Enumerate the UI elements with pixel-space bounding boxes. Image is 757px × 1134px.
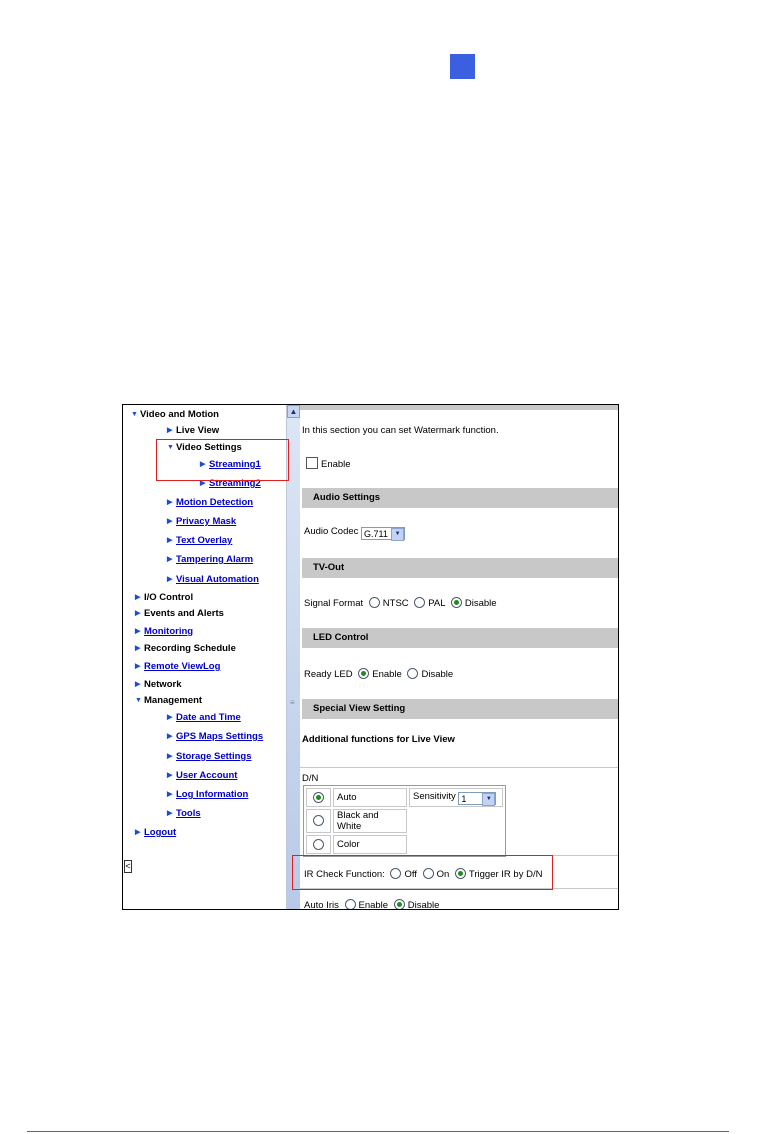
collapsed-arrow-icon: ▶ (167, 576, 173, 583)
auto-iris-label: Auto Iris (304, 900, 339, 909)
auto-iris-enable-label: Enable (358, 900, 389, 909)
ready-led-label: Ready LED (304, 669, 353, 680)
sidebar-item-user-account[interactable]: ▶ User Account (167, 770, 238, 781)
sidebar-item-tools[interactable]: ▶ Tools (167, 808, 201, 819)
collapsed-arrow-icon: ▶ (135, 681, 141, 688)
sensitivity-select[interactable] (458, 792, 496, 805)
watermark-intro-text: In this section you can set Watermark function. (302, 425, 499, 436)
sidebar-item-streaming2[interactable]: ▶ Streaming2 (200, 478, 261, 489)
sidebar-item-network[interactable]: ▶ Network (135, 679, 182, 690)
dn-auto-label: Auto (333, 788, 407, 807)
collapsed-arrow-icon: ▶ (135, 645, 141, 652)
sensitivity-label: Sensitivity (413, 790, 456, 802)
collapsed-arrow-icon: ▶ (167, 772, 173, 779)
collapsed-arrow-icon: ▶ (135, 829, 141, 836)
ir-on-label: On (436, 869, 450, 880)
sidebar-item-tampering-alarm[interactable]: ▶ Tampering Alarm (167, 554, 254, 565)
sidebar-item-monitoring[interactable]: ▶ Monitoring (135, 626, 194, 637)
collapsed-arrow-icon: ▶ (167, 499, 173, 506)
led-enable-label: Enable (372, 669, 402, 680)
sidebar-item-text-overlay[interactable]: ▶ Text Overlay (167, 535, 233, 546)
settings-panel (300, 405, 618, 909)
collapsed-arrow-icon: ▶ (167, 556, 173, 563)
browser-frame (122, 404, 619, 910)
collapsed-arrow-icon: ▶ (167, 714, 173, 721)
signal-ntsc-radio[interactable] (369, 597, 380, 608)
sidebar-item-logout[interactable]: ▶ Logout (135, 827, 177, 838)
signal-disable-label: Disable (464, 598, 497, 609)
ir-check-label: IR Check Function: (304, 869, 385, 880)
signal-pal-radio[interactable] (414, 597, 425, 608)
led-disable-radio[interactable] (407, 668, 418, 679)
empty-cell (409, 809, 503, 833)
collapsed-arrow-icon: ▶ (200, 480, 206, 487)
watermark-enable-label: Enable (321, 459, 351, 470)
expanded-arrow-icon: ▼ (135, 697, 142, 704)
dn-row-black-white (306, 809, 503, 833)
watermark-enable-row (306, 457, 351, 470)
page-bottom-rule (27, 1131, 729, 1132)
chevron-down-icon: ▼ (482, 793, 495, 806)
sidebar-item-date-and-time[interactable]: ▶ Date and Time (167, 712, 241, 723)
dn-row-color (306, 835, 503, 854)
collapsed-arrow-icon: ▶ (167, 810, 173, 817)
scroll-grip-icon[interactable]: ≡ (290, 698, 295, 707)
tv-out-header: TV-Out (302, 558, 618, 578)
signal-ntsc-label: NTSC (382, 598, 409, 609)
signal-pal-label: PAL (428, 598, 446, 609)
auto-iris-row (304, 899, 439, 909)
ready-led-row (304, 668, 453, 680)
watermark-enable-checkbox[interactable] (306, 457, 318, 469)
ir-off-label: Off (404, 869, 417, 880)
dn-row-auto (306, 788, 503, 807)
audio-codec-row (304, 526, 405, 540)
sidebar-item-live-view[interactable]: ▶ Live View (167, 425, 220, 436)
auto-iris-disable-label: Disable (407, 900, 440, 909)
sensitivity-value: 1 (461, 793, 467, 804)
dn-color-radio-cell (306, 835, 331, 854)
sidebar-item-log-information[interactable]: ▶ Log Information (167, 789, 249, 800)
audio-codec-select[interactable] (361, 527, 405, 540)
chevron-down-icon: ▼ (391, 528, 404, 541)
dn-color-radio[interactable] (313, 839, 324, 850)
collapse-sidebar-button[interactable]: < (125, 861, 131, 871)
collapsed-arrow-icon: ▶ (200, 461, 206, 468)
dn-auto-radio[interactable] (313, 792, 324, 803)
led-control-header: LED Control (302, 628, 618, 648)
dn-color-label: Color (333, 835, 407, 854)
collapsed-arrow-icon: ▶ (167, 733, 173, 740)
sidebar-item-events-and-alerts[interactable]: ▶ Events and Alerts (135, 608, 224, 619)
empty-cell (409, 835, 503, 854)
sidebar-item-visual-automation[interactable]: ▶ Visual Automation (167, 574, 259, 585)
sidebar-item-motion-detection[interactable]: ▶ Motion Detection (167, 497, 254, 508)
sidebar-item-recording-schedule[interactable]: ▶ Recording Schedule (135, 643, 236, 654)
collapsed-arrow-icon: ▶ (167, 753, 173, 760)
audio-codec-value: G.711 (364, 529, 388, 539)
sidebar-item-video-settings[interactable]: ▼ Video Settings (167, 442, 242, 453)
collapsed-arrow-icon: ▶ (167, 791, 173, 798)
page-marker-square (450, 54, 475, 79)
collapsed-arrow-icon: ▶ (167, 537, 173, 544)
sidebar-item-storage-settings[interactable]: ▶ Storage Settings (167, 751, 252, 762)
collapsed-arrow-icon: ▶ (135, 628, 141, 635)
divider (300, 767, 618, 768)
signal-disable-radio[interactable] (451, 597, 462, 608)
audio-settings-header: Audio Settings (302, 488, 618, 508)
collapsed-arrow-icon: ▶ (167, 518, 173, 525)
dn-black-white-radio[interactable] (313, 815, 324, 826)
scroll-up-icon[interactable]: ▲ (287, 405, 300, 418)
sidebar-item-io-control[interactable]: ▶ I/O Control (135, 592, 194, 603)
collapsed-arrow-icon: ▶ (167, 427, 173, 434)
ir-trigger-label: Trigger IR by D/N (468, 869, 543, 880)
dn-bw-radio-cell (306, 809, 331, 833)
special-view-subheading: Additional functions for Live View (302, 734, 455, 745)
sensitivity-cell (409, 788, 503, 807)
special-view-header: Special View Setting (302, 699, 618, 719)
highlight-box-streaming1 (156, 439, 289, 481)
dn-auto-radio-cell (306, 788, 331, 807)
expanded-arrow-icon: ▼ (167, 444, 174, 451)
collapsed-arrow-icon: ▶ (135, 594, 141, 601)
collapsed-arrow-icon: ▶ (135, 663, 141, 670)
sidebar-item-management[interactable]: ▼ Management (135, 695, 203, 706)
signal-format-row (304, 597, 497, 609)
auto-iris-enable-radio[interactable] (345, 899, 356, 909)
collapsed-arrow-icon: ▶ (135, 610, 141, 617)
sidebar-item-streaming1[interactable]: ▶ Streaming1 (200, 459, 261, 470)
auto-iris-disable-radio[interactable] (394, 899, 405, 909)
led-enable-radio[interactable] (358, 668, 369, 679)
signal-format-label: Signal Format (304, 598, 364, 609)
dn-mode-table (303, 785, 506, 857)
top-divider (300, 405, 618, 410)
dn-black-white-label: Black and White (333, 809, 407, 833)
sidebar-item-video-and-motion[interactable]: ▼ Video and Motion (131, 409, 219, 420)
expanded-arrow-icon: ▼ (131, 411, 138, 418)
highlight-box-ir-check (292, 855, 553, 890)
sidebar-item-remote-viewlog[interactable]: ▶ Remote ViewLog (135, 661, 221, 672)
sidebar-item-privacy-mask[interactable]: ▶ Privacy Mask (167, 516, 237, 527)
dn-label: D/N (302, 773, 319, 784)
led-disable-label: Disable (421, 669, 454, 680)
audio-codec-label: Audio Codec (304, 526, 359, 537)
sidebar-item-gps-maps-settings[interactable]: ▶ GPS Maps Settings (167, 731, 264, 742)
